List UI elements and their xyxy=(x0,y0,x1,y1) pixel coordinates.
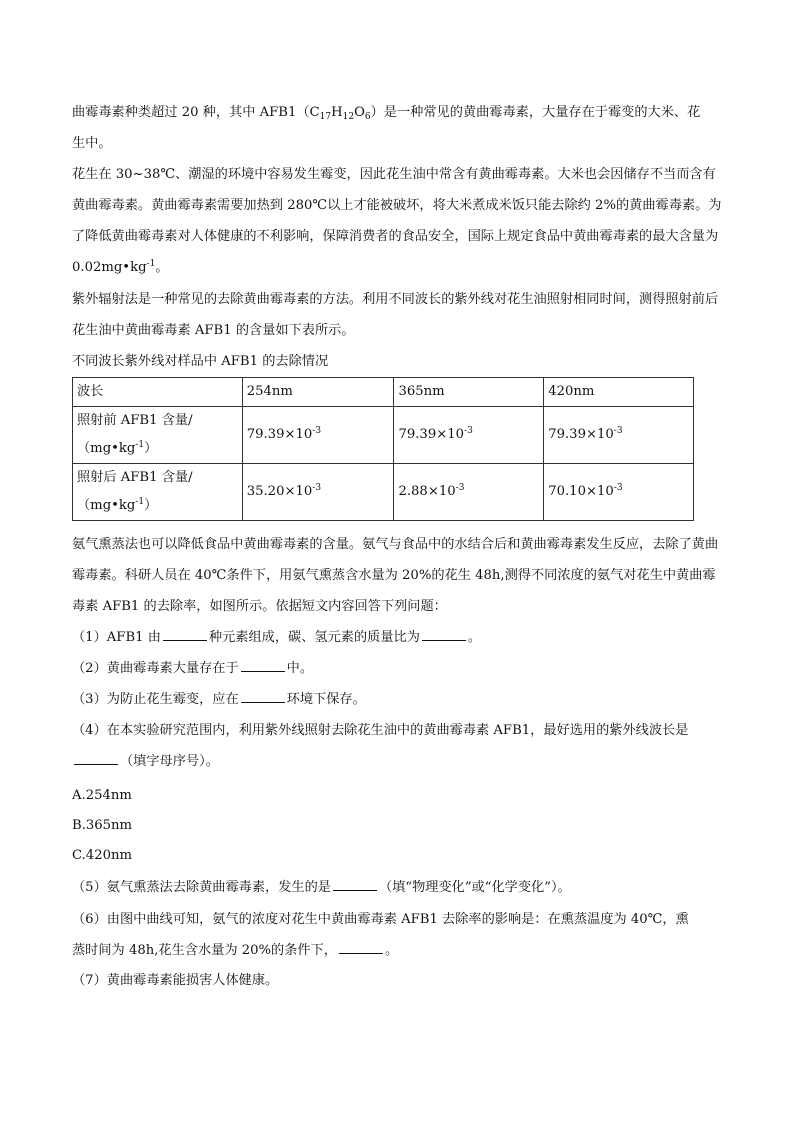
value-base: 79.39×10 xyxy=(548,427,614,442)
table-caption-text: 不同波长紫外线对样品中 AFB1 的去除情况 xyxy=(72,354,329,369)
paragraph-mold xyxy=(72,159,722,283)
answer-blank[interactable] xyxy=(163,628,207,641)
question-7 xyxy=(72,965,722,996)
uv-text: 紫外辐射法是一种常见的去除黄曲霉毒素的方法。利用不同波长的紫外线对花生油照射相同时间，测得照射前后花生油中黄曲霉毒素 AFB1 的含量如下表所示。 xyxy=(72,292,719,338)
answer-blank[interactable] xyxy=(74,752,118,765)
row-label-line1: 照射前 AFB1 含量/ xyxy=(77,413,193,428)
q4-text: （4）在本实验研究范围内，利用紫外线照射去除花生油中的黄曲霉毒素 AFB1，最好选用的紫外线波长是 xyxy=(72,723,689,738)
paragraph-uv xyxy=(72,284,722,346)
q1-text-c: 。 xyxy=(467,630,482,645)
formula-h: H xyxy=(331,105,343,120)
option-a xyxy=(72,780,722,811)
table-caption xyxy=(72,346,722,377)
question-6 xyxy=(72,904,722,966)
q3-text-b: 环境下保存。 xyxy=(286,692,366,707)
value-base: 79.39×10 xyxy=(246,427,313,442)
q2-text-a: （2）黄曲霉毒素大量存在于 xyxy=(72,661,239,676)
value-cell xyxy=(544,407,694,464)
paragraph-intro xyxy=(72,97,722,159)
value-cell xyxy=(544,464,694,521)
table-row xyxy=(73,407,694,464)
row-label-unit-sup: -1 xyxy=(135,440,145,450)
option-c-text: C.420nm xyxy=(72,848,132,863)
intro-text-end: ）是一种常见的黄曲霉毒素，大量存在于霉变的大米、花 xyxy=(370,105,701,120)
ammonia-text: 氨气熏蒸法也可以降低食品中黄曲霉毒素的含量。氨气与食品中的水结合后和黄曲霉毒素发生反应，去除了黄曲霉毒素。科研人员在 40℃条件下，用氨气熏蒸含水量为 20%的花生 48h,测得不同浓度的氨气对花生中黄曲霉毒素 AFB1 的去除率，如图所示。依据短文内容回答下列问题： xyxy=(72,537,719,614)
header-cell-420: 420nm xyxy=(544,378,694,407)
option-b-text: B.365nm xyxy=(72,818,133,833)
table-row xyxy=(73,464,694,521)
option-a-text: A.254nm xyxy=(72,788,132,803)
mold-text: 花生在 30~38℃、潮湿的环境中容易发生霉变，因此花生油中常含有黄曲霉毒素。大米也会因储存不当而含有黄曲霉毒素。黄曲霉毒素需要加热到 280℃以上才能被破坏，将大米煮成米饭只能去除约 2%的黄曲霉毒素。为了降低黄曲霉毒素对人体健康的不利影响，保障消费者的食品安全，国际上规定食品中黄曲霉毒素的最大含量为 0.02mg•kg xyxy=(72,167,722,275)
question-4 xyxy=(72,715,722,777)
header-cell-254: 254nm xyxy=(242,378,394,407)
mold-text-end: 。 xyxy=(155,260,169,275)
row-label-unit-end: ） xyxy=(144,441,158,456)
question-1 xyxy=(72,622,722,653)
intro-text-line2: 生中。 xyxy=(72,136,112,151)
formula-sub-o: 6 xyxy=(364,112,371,122)
q1-text-a: （1）AFB1 由 xyxy=(72,630,161,645)
value-cell xyxy=(394,407,544,464)
option-b xyxy=(72,810,722,841)
header-cell-wavelength: 波长 xyxy=(73,378,243,407)
header-cell-365: 365nm xyxy=(394,378,544,407)
row-label-line2 xyxy=(77,492,238,520)
row-label-line2 xyxy=(77,435,238,463)
answer-blank[interactable] xyxy=(339,941,383,954)
value-exp: -3 xyxy=(455,483,465,493)
row-label-unit: （mg•kg xyxy=(77,441,136,456)
row-label-unit-sup: -1 xyxy=(135,497,145,507)
value-exp: -3 xyxy=(464,426,473,436)
question-2 xyxy=(72,653,722,684)
q2-text-b: 中。 xyxy=(286,661,314,676)
value-base: 79.39×10 xyxy=(398,427,465,442)
afb1-table xyxy=(72,377,694,521)
formula-o: O xyxy=(354,105,365,120)
formula-sub-c: 17 xyxy=(319,112,332,122)
q6-text-line2: 蒸时间为 48h,花生含水量为 20%的条件下， xyxy=(72,943,337,958)
q6-text-c: 。 xyxy=(384,943,399,958)
q1-text-b: 种元素组成，碳、氢元素的质量比为 xyxy=(208,630,420,645)
answer-blank[interactable] xyxy=(241,690,285,703)
question-3 xyxy=(72,684,722,715)
q4-text-b: （填字母序号）。 xyxy=(120,754,219,769)
row-label-unit: （mg•kg xyxy=(77,498,136,513)
value-cell xyxy=(394,464,544,521)
answer-blank[interactable] xyxy=(422,628,466,641)
option-c xyxy=(72,840,722,871)
table-header-row xyxy=(73,378,694,407)
value-base: 35.20×10 xyxy=(246,484,313,499)
value-base: 70.10×10 xyxy=(548,484,614,499)
question-5 xyxy=(72,872,722,903)
answer-blank[interactable] xyxy=(333,878,377,891)
row-label-before xyxy=(73,407,243,464)
answer-blank[interactable] xyxy=(241,659,285,672)
row-label-unit-end: ） xyxy=(144,498,158,513)
paragraph-ammonia xyxy=(72,529,722,622)
value-cell xyxy=(242,407,394,464)
row-label-line1: 照射后 AFB1 含量/ xyxy=(77,470,193,485)
q5-text-a: （5）氨气熏蒸法去除黄曲霉毒素，发生的是 xyxy=(72,880,331,895)
unit-superscript: -1 xyxy=(146,259,156,269)
formula-sub-h: 12 xyxy=(342,112,355,122)
value-exp: -3 xyxy=(613,483,623,493)
q6-text: （6）由图中曲线可知，氨气的浓度对花生中黄曲霉毒素 AFB1 去除率的影响是：在熏蒸温度为 40℃，熏 xyxy=(72,912,689,927)
intro-text-start: 曲霉毒素种类超过 20 种，其中 AFB1（C xyxy=(72,105,320,120)
value-cell xyxy=(242,464,394,521)
value-exp: -3 xyxy=(312,483,322,493)
value-base: 2.88×10 xyxy=(398,484,456,499)
q3-text-a: （3）为防止花生霉变，应在 xyxy=(72,692,239,707)
row-label-after xyxy=(73,464,243,521)
value-exp: -3 xyxy=(613,426,623,436)
q7-text: （7）黄曲霉毒素能损害人体健康。 xyxy=(72,973,279,988)
value-exp: -3 xyxy=(312,426,322,436)
q5-text-b: （填“物理变化”或“化学变化”）。 xyxy=(378,880,571,895)
